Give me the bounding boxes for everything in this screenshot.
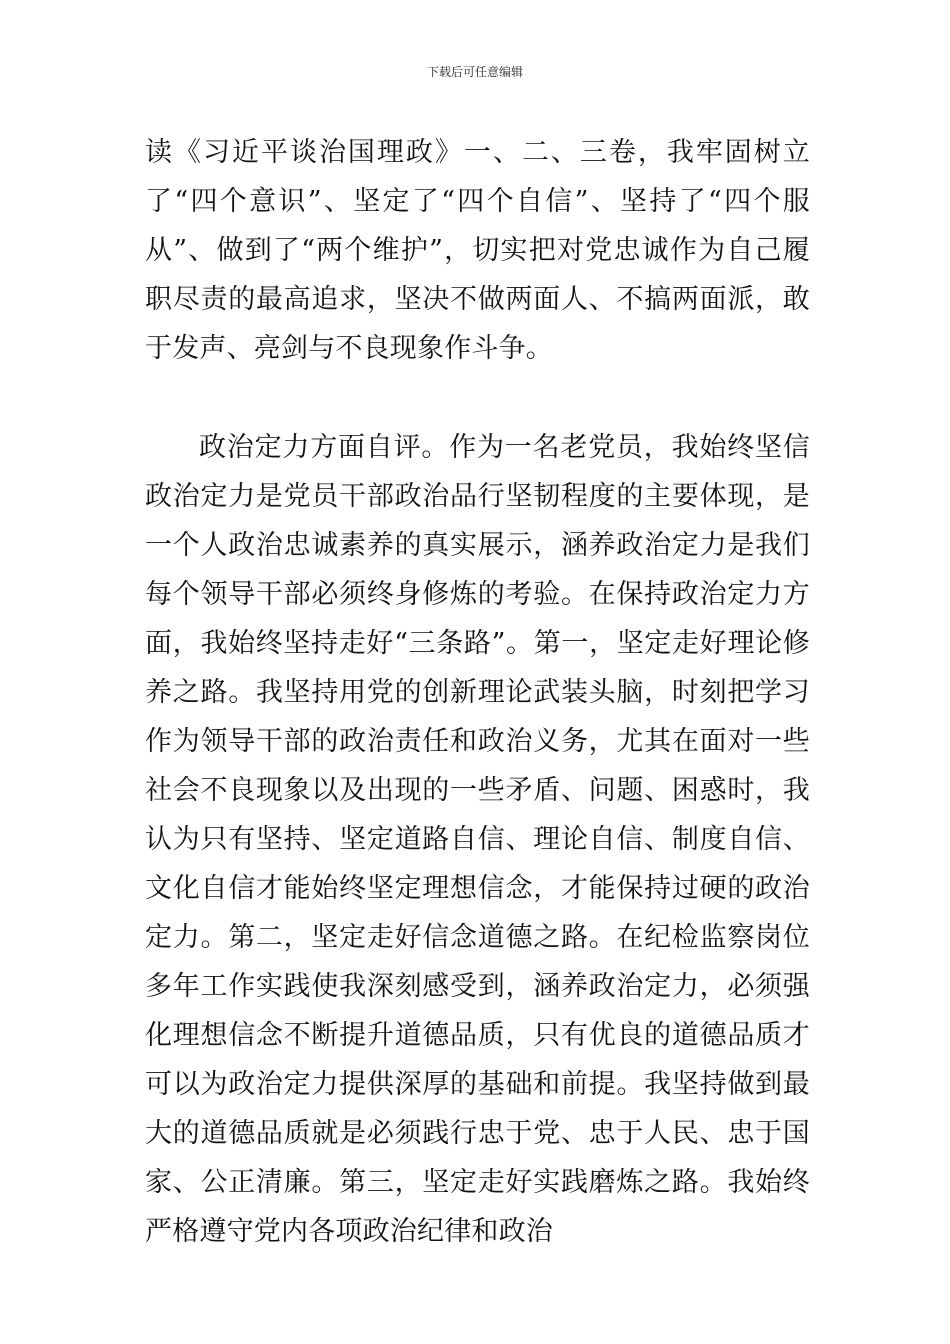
paragraph-reading-reflection bbox=[145, 128, 810, 373]
paragraph-text: 政治定力方面自评。作为一名老党员，我始终坚信政治定力是党员干部政治品行坚韧程度的主要体现，是一个人政治忠诚素养的真实展示，涵养政治定力是我们每个领导干部必须终身修炼的考验。在保持政治定力方面，我始终坚持走好“三条路”。第一，坚定走好理论修养之路。我坚持用党的创新理论武装头脑，时刻把学习作为领导干部的政治责任和政治义务，尤其在面对一些社会不良现象以及出现的一些矛盾、问题、困惑时，我认为只有坚持、坚定道路自信、理论自信、制度自信、文化自信才能始终坚定理想信念，才能保持过硬的政治定力。第二，坚定走好信念道德之路。在纪检监察岗位多年工作实践使我深刻感受到，涵养政治定力，必须强化理想信念不断提升道德品质，只有优良的道德品质才可以为政治定力提供深厚的基础和前提。我坚持做到最大的道德品质就是必须践行忠于党、忠于人民、忠于国家、公正清廉。第三，坚定走好实践磨炼之路。我始终严格遵守党内各项政治纪律和政治 bbox=[145, 432, 810, 1247]
paragraph-text: 读《习近平谈治国理政》一、二、三卷，我牢固树立了“四个意识”、坚定了“四个自信”、坚持了“四个服从”、做到了“两个维护”，切实把对党忠诚作为自己履职尽责的最高追求，坚决不做两面人、不搞两面派，敢于发声、亮剑与不良现象作斗争。 bbox=[145, 137, 810, 364]
page-header: 下载后可任意编辑 bbox=[426, 65, 523, 79]
paragraph-political-resolve bbox=[145, 423, 810, 1256]
